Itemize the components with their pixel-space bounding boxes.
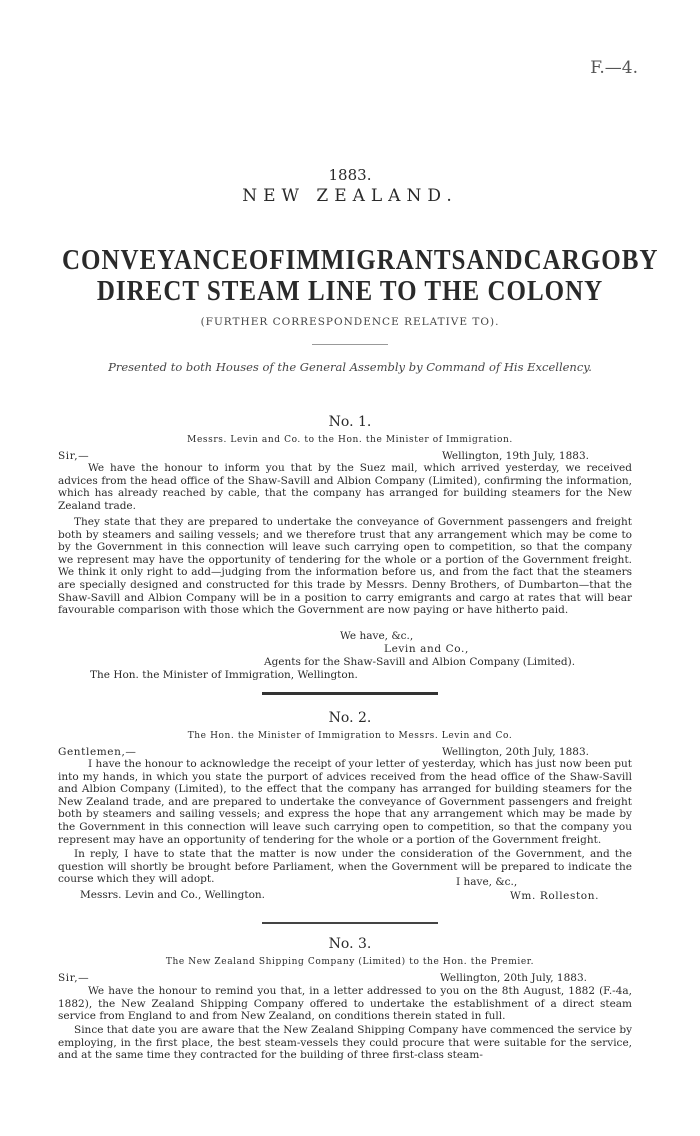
letter-number: No. 1. (328, 414, 372, 430)
title-word: OF (248, 244, 286, 276)
letter-date: Wellington, 19th July, 1883. (442, 450, 589, 462)
separator (262, 692, 438, 695)
paragraph: They state that they are prepared to undertake the conveyance of Government passengers and freight both by steamers and sailing vessels; and we therefore trust that any arrangement which may be come to by the Government in this connection will leave such carrying open to competition, so that the company we represent may have the opportunity of tendering for the whole or a portion of the Government freight. We think it only right to add—judging from the information before us, and from the fact that the steamers are specially designed and constructed for this trade by Messrs. Denny Brothers, of Dumbarton—that the Shaw-Savill and Albion Company will be in a position to carry emigrants and cargo at rates that will bear favourable comparison with those which the Government are now paying or have hitherto paid. (58, 516, 632, 617)
closing: We have, &c., (340, 630, 414, 642)
document-code: F.—4. (590, 58, 638, 78)
title-word: CONVEYANCE (62, 244, 249, 276)
document-country: NEW ZEALAND. (242, 186, 458, 206)
salutation: Sir,— (58, 972, 90, 984)
title-word: AND (466, 244, 524, 276)
signature: Wm. Rolleston. (510, 890, 600, 902)
letter-number: No. 3. (328, 936, 372, 952)
salutation: Sir,— (58, 450, 90, 462)
signature-title: Agents for the Shaw-Savill and Albion Company (Limited). (264, 656, 576, 668)
paragraph: I have the honour to acknowledge the receipt of your letter of yesterday, which has just now been put into my hands, in which you state the purport of advices received from the head office of the Shaw-Savill and Albion Company (Limited), to the effect that the company has arranged for building steamers for the New Zealand trade, and are prepared to undertake the conveyance of Government passengers and freight both by steamers and sailing vessels; and express the hope that any arrangement which may be made by the Government in this connection will leave such carrying open to competition, so that the company you represent may have an opportunity of tendering for the whole or a portion of the Government freight. (58, 758, 632, 846)
salutation: Gentlemen,— (58, 746, 137, 758)
title-line-2: DIRECT STEAM LINE TO THE COLONY (96, 275, 604, 307)
addressee: Messrs. Levin and Co., Wellington. (80, 889, 266, 901)
subtitle: (FURTHER CORRESPONDENCE RELATIVE TO). (200, 316, 500, 328)
paragraph: Since that date you are aware that the New Zealand Shipping Company have commenced the service by employing, in the first place, the best steam-vessels they could procure that were suitable for the service, and at the same time they contracted for the building of three first-class steam- (58, 1024, 632, 1062)
title-word: BY (621, 244, 659, 276)
letter-date: Wellington, 20th July, 1883. (442, 746, 589, 758)
separator (262, 922, 438, 924)
presented-line: Presented to both Houses of the General Assembly by Command of His Excellency. (108, 360, 592, 374)
signature: Levin and Co., (384, 643, 469, 655)
letter-from-line: The New Zealand Shipping Company (Limited) to the Hon. the Premier. (165, 957, 535, 967)
title-word: IMMIGRANTS (285, 244, 467, 276)
title-word: CARGO (523, 244, 622, 276)
paragraph: In reply, I have to state that the matter is now under the consideration of the Government, and the question will shortly be brought before Parliament, when the Government will be prepared to indicate the course which they will adopt. (58, 848, 632, 886)
paragraph: We have the honour to inform you that by the Suez mail, which arrived yesterday, we received advices from the head office of the Shaw-Savill and Albion Company (Limited), confirming the information, which has already reached by cable, that the company has arranged for building steamers for the New Zealand trade. (58, 462, 632, 512)
paragraph: We have the honour to remind you that, in a letter addressed to you on the 8th August, 1882 (F.-4a, 1882), the New Zealand Shipping Company offered to undertake the establishment of a direct steam service from England to and from New Zealand, on conditions therein stated in full. (58, 985, 632, 1023)
divider (312, 344, 388, 345)
letter-number: No. 2. (328, 710, 372, 726)
letter-date: Wellington, 20th July, 1883. (440, 972, 587, 984)
title-line-1 (62, 244, 659, 277)
letter-from-line: The Hon. the Minister of Immigration to Messrs. Levin and Co. (187, 731, 513, 741)
addressee: The Hon. the Minister of Immigration, Wellington. (90, 669, 358, 681)
closing: I have, &c., (456, 876, 518, 888)
letter-from-line: Messrs. Levin and Co. to the Hon. the Minister of Immigration. (187, 435, 513, 445)
document-year: 1883. (328, 166, 372, 184)
